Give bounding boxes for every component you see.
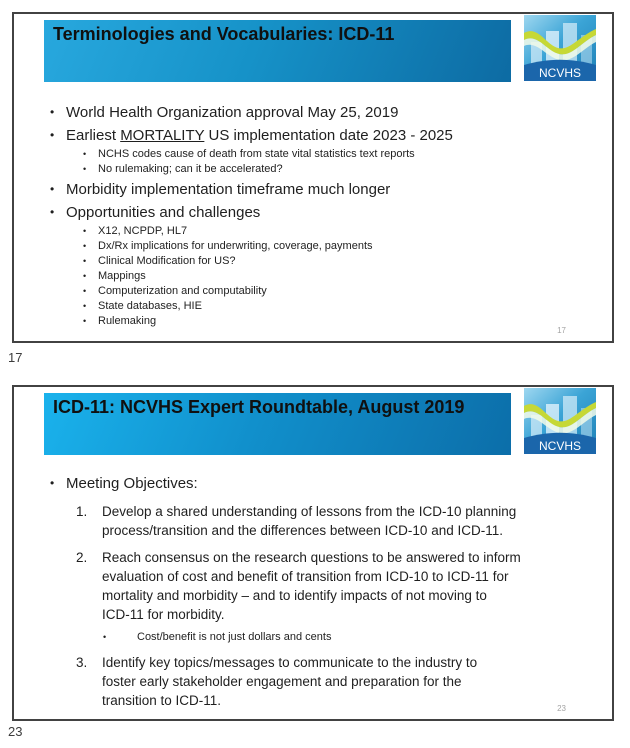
sub-bullet-text: Clinical Modification for US? [98,255,236,267]
slide-title-bar [44,393,511,455]
sub-bullet-text: Rulemaking [98,315,157,327]
bullet-text: Opportunities and challenges [66,204,261,221]
bullet-marker [83,314,98,329]
numbered-item [76,548,612,624]
bullet-marker [83,269,98,284]
item-text-line: evaluation of cost and benefit of transition from ICD-10 to ICD-11 for [102,569,509,584]
sub-bullet-text: No rulemaking; can it be accelerated? [98,163,283,175]
bullet-marker [83,162,98,177]
sub-bullet-text: Dx/Rx implications for underwriting, coverage, payments [98,240,373,252]
sub-bullet-group [14,224,612,329]
ncvhs-logo [524,15,596,81]
bullet-marker [103,630,137,645]
item-text-line: Reach consensus on the research questions to be answered to inform [102,550,521,565]
ncvhs-logo [524,388,596,454]
slide-page-number: 17 [557,326,566,335]
bullet-text [66,125,453,146]
bullet-marker [50,202,66,223]
item-text-line: foster early stakeholder engagement and preparation for the [102,674,462,689]
item-text [102,502,516,540]
bullet-item [14,179,612,200]
sub-bullet-item [14,254,612,269]
numbered-item [76,653,612,710]
bullet-marker [50,473,66,494]
item-text-line: transition to ICD-11. [102,693,222,708]
bullet-text-segment: Earliest [66,127,121,144]
sub-bullet-item [14,162,612,177]
logo-wordmark: NCVHS [538,66,582,80]
item-number: 1. [76,504,88,519]
sub-bullet-text: Mappings [98,270,146,282]
item-text-line: mortality and morbidity – and to identify impacts of not moving to [102,588,487,603]
bullet-item [14,125,612,146]
bullet-text: Meeting Objectives: [66,475,198,492]
bullet-marker [83,299,98,314]
sub-bullet-item [14,314,612,329]
bullet-text: Morbidity implementation timeframe much longer [66,181,391,198]
slide-body [14,471,612,710]
slide-page-number: 23 [557,704,566,713]
item-text-line: Develop a shared understanding of lessons from the ICD-10 planning [102,504,517,519]
bullet-item [14,102,612,123]
sub-bullet-text: NCHS codes cause of death from state vital statistics text reports [98,148,415,160]
slide-expert-roundtable [12,385,614,721]
underlined-word: MORTALITY [120,127,205,144]
item-number: 3. [76,655,88,670]
sub-bullet-item [14,224,612,239]
item-text-line: Identify key topics/messages to communicate to the industry to [102,655,478,670]
bullet-marker [83,254,98,269]
sub-bullet-text: State databases, HIE [98,300,202,312]
bullet-marker [83,224,98,239]
slide-title: Terminologies and Vocabularies: ICD-11 [53,24,395,44]
bullet-marker [83,239,98,254]
pdf-page-label: 17 [8,350,23,365]
bullet-marker [50,102,66,123]
bullet-item [14,202,612,223]
ncvhs-logo-graphic [524,388,596,454]
bullet-marker [83,147,98,162]
slide-terminologies-icd11 [12,12,614,343]
item-text-line: ICD-11 for morbidity. [102,607,225,622]
numbered-item [76,502,612,540]
slide-body [14,100,612,329]
sub-bullet-item [14,147,612,162]
sub-bullet-item [14,284,612,299]
sub-bullet-text: Cost/benefit is not just dollars and cents [137,631,332,643]
slide-title-bar [44,20,511,82]
sub-bullet-text: X12, NCPDP, HL7 [98,225,188,237]
logo-wordmark: NCVHS [538,439,582,453]
sub-bullet-item [14,269,612,284]
bullet-marker [83,284,98,299]
slide-title: ICD-11: NCVHS Expert Roundtable, August 2019 [53,397,465,417]
pdf-page-label: 23 [8,724,23,739]
item-number: 2. [76,550,88,565]
bullet-text: World Health Organization approval May 25, 2019 [66,104,399,121]
item-text [102,548,521,624]
ncvhs-logo-graphic [524,15,596,81]
sub-bullet-item [14,299,612,314]
bullet-marker [50,179,66,200]
sub-bullet-text: Computerization and computability [98,285,267,297]
bullet-text-segment: US implementation date 2023 - 2025 [204,127,453,144]
bullet-item [14,473,612,494]
sub-bullet-item [14,630,612,645]
bullet-marker [50,125,66,146]
sub-bullet-item [14,239,612,254]
sub-bullet-group [14,147,612,177]
item-text [102,653,477,710]
item-text-line: process/transition and the differences between ICD-10 and ICD-11. [102,523,503,538]
